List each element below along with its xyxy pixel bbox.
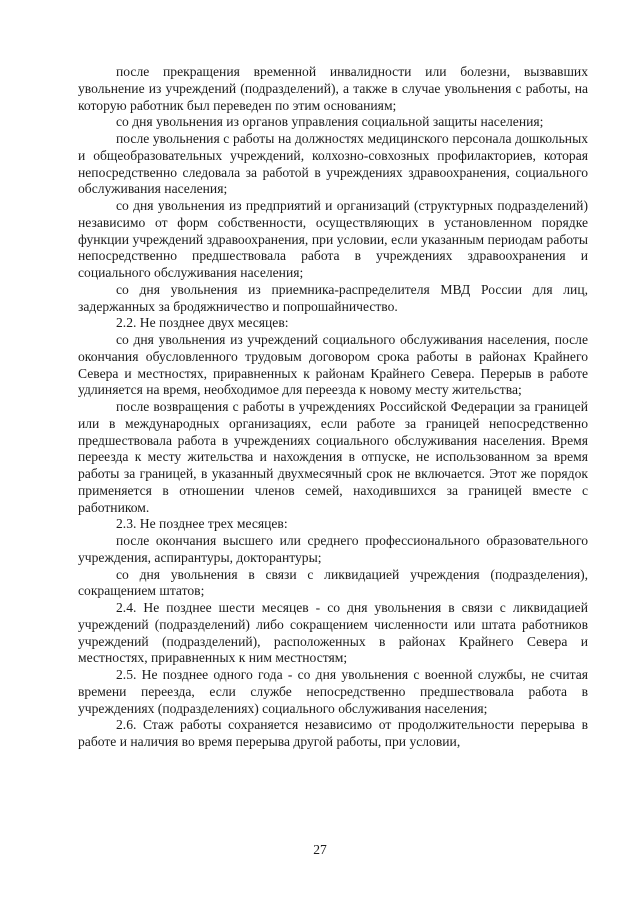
paragraph: 2.4. Не позднее шести месяцев - со дня увольнения в связи с ликвидацией учреждений (подразделений) либо сокращением численности или штата работников учреждений (подразделений), расположенных в районах Крайнего Севера и местностях, приравненных к ним местностям; <box>78 600 588 666</box>
section-heading: 2.3. Не позднее трех месяцев: <box>116 516 288 532</box>
paragraph: после окончания высшего или среднего профессионального образовательного учреждения, аспирантуры, докторантуры; <box>78 533 588 565</box>
paragraph: 2.5. Не позднее одного года - со дня увольнения с военной службы, не считая времени переезда, если службе непосредственно предшествовала работа в учреждениях (подразделениях) социального обслуживания населения; <box>78 667 588 716</box>
paragraph: со дня увольнения из приемника-распределителя МВД России для лиц, задержанных за бродяжничество и попрошайничество. <box>78 281 588 314</box>
paragraph: после прекращения временной инвалидности или болезни, вызвавших увольнение из учреждений (подразделений), а также в случае увольнения с работы, на которую работник был переведен по этим основаниям; <box>78 64 588 113</box>
paragraph: со дня увольнения из органов управления социальной защиты населения; <box>116 114 544 130</box>
section-heading: 2.2. Не позднее двух месяцев: <box>116 315 289 331</box>
document-body <box>78 64 588 751</box>
paragraph: 2.6. Стаж работы сохраняется независимо от продолжительности перерыва в работе и наличия во время перерыва другой работы, при условии, <box>78 717 588 749</box>
paragraph: после возвращения с работы в учреждениях Российской Федерации за границей или в международных организациях, если работе за границей непосредственно предшествовала работа в учреждениях социального обслуживания населения. Время переезда к месту жительства и нахождения в отпуске, не использованном за время работы за границей, в указанный двухмесячный срок не включается. Этот же порядок применяется в отношении членов семей, находившихся за границей вместе с работником. <box>78 399 588 515</box>
paragraph: после увольнения с работы на должностях медицинского персонала дошкольных и общеобразовательных учреждений, колхозно-совхозных профилакториев, которая непосредственно следовала за работой в учреждениях здравоохранения, социального обслуживания населения; <box>78 131 588 197</box>
page-number: 27 <box>313 842 327 857</box>
paragraph: со дня увольнения из предприятий и организаций (структурных подразделений) независимо от форм собственности, осуществляющих в установленном порядке функции учреждений здравоохранения, при условии, если указанным периодам работы непосредственно предшествовала работа в учреждениях здравоохранения и социального обслуживания населения; <box>78 198 588 280</box>
paragraph: со дня увольнения в связи с ликвидацией учреждения (подразделения), сокращением штатов; <box>78 566 588 599</box>
paragraph: со дня увольнения из учреждений социального обслуживания населения, после окончания обусловленного трудовым договором срока работы в районах Крайнего Севера и местностях, приравненных к районам Крайнего Севера. Перерыв в работе удлиняется на время, необходимое для переезда к новому месту жительства; <box>78 332 588 398</box>
